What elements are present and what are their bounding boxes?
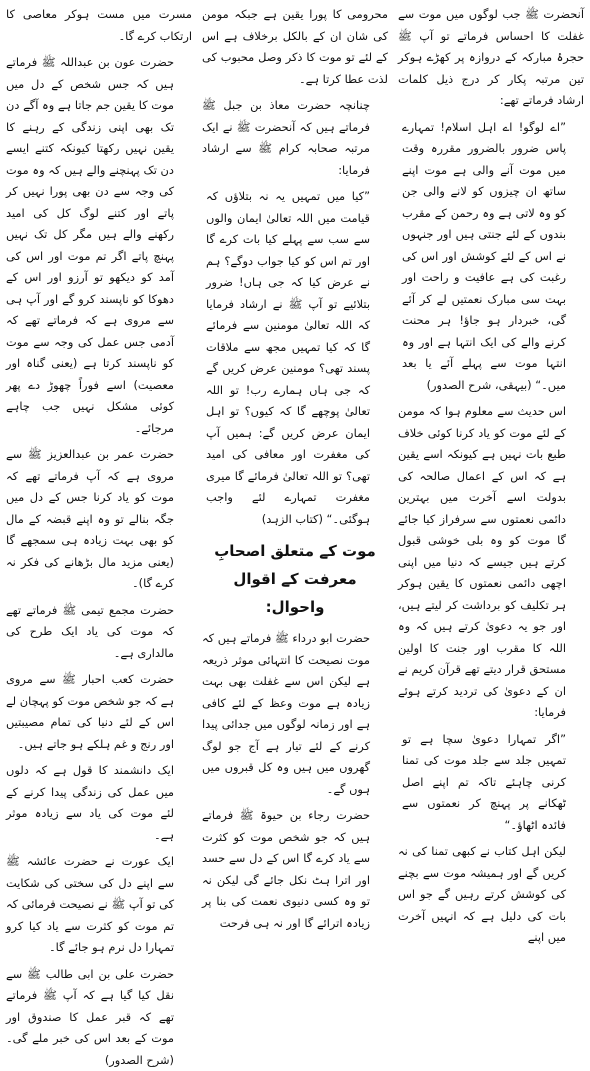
hadith-quote: ”اگر تمہارا دعویٰ سچا ہے تو تمہیں جلد سے جلد موت کی تمنا کرنی چاہئے تاکہ تم اپنے اصل ٹھکانے پر پہنچ کر نعمتوں سے فائدہ اٹھاؤ۔“ (398, 729, 584, 837)
text-paragraph: حضرت کعب احبار ﷺ سے مروی ہے کہ جو شخص موت کو پہچان لے اس کے لئے دنیا کی تمام مصیبتیں اور رنج و غم ہلکے ہو جاتے ہیں۔ (6, 669, 192, 755)
text-paragraph: ایک دانشمند کا قول ہے کہ دلوں میں عمل کی زندگی پیدا کرنے کے لئے موت کی یاد سے زیادہ موثر ہے۔ (6, 760, 192, 846)
text-paragraph: ایک عورت نے حضرت عائشہ ﷺ سے اپنے دل کی سختی کی شکایت کی تو آپ ﷺ نے نصیحت فرمائی کہ تم موت کو کثرت سے یاد کیا کرو تمہارا دل نرم ہو جائے گا۔ (6, 851, 192, 959)
text-paragraph: اس حدیث سے معلوم ہوا کہ مومن کے لئے موت کو یاد کرنا کوئی خلاف طبع بات نہیں ہے کیونکہ اسے یقین ہے کہ اس کے اعمال صالحہ کی بدولت اسے آخرت میں بہترین دائمی نعمتوں سے سرفراز کیا جائے گا موت کو وہ بلی خوشی قبول کرتے ہیں جیسے کہ دنیا میں اپنی اچھی دائمی نعمتوں کا یقین ہوکر ہر تکلیف کو برداشت کر لیتے ہیں، اور جو یہ دعویٰ کرتے ہیں کہ وہ اللہ کا مقرب اور جنت کا اولین مستحق قرار دیتے تھے قرآن کریم نے ان کے دعویٰ کی تردید کرتے ہوئے فرمایا: (398, 401, 584, 724)
hadith-quote: ”کیا میں تمہیں یہ نہ بتلاؤں کہ قیامت میں اللہ تعالیٰ ایمان والوں سے سب سے پہلے کیا بات کرے گا اور تم اس کو کیا جواب دوگے؟ ہم نے عرض کیا کہ جی ہاں! ضرور بتلائیے تو آپ ﷺ نے ارشاد فرمایا کہ اللہ تعالیٰ مومنین سے فرمائے گا کہ کیا تمہیں مجھ سے ملاقات پسند تھی؟ مومنین عرض کریں گے کہ جی ہاں ہمارے رب! تو اللہ تعالیٰ پوچھے گا کہ کیوں؟ تو اہل ایمان عرض کریں گے: ہمیں آپ کی مغفرت اور معافی کی امید تھی؟ تو اللہ تعالیٰ فرمائے گا میری مغفرت تمہارے لئے واجب ہوگئی۔“ (کتاب الزہد) (202, 186, 388, 530)
text-paragraph: آنحضرت ﷺ جب لوگوں میں موت سے غفلت کا احساس فرماتے تو آپ ﷺ حجرۂ مبارکہ کے دروازہ پر کھڑے ہوکر تین مرتبہ پکار کر درج ذیل کلمات ارشاد فرماتے تھے: (398, 4, 584, 112)
text-paragraph: حضرت رجاء بن حیوۃ ﷺ فرماتے ہیں کہ جو شخص موت کو کثرت سے یاد کرے گا اس کے دل سے حسد اور اترا ہٹ نکل جائے گی لیکن نہ تو وہ کسی دنیوی نعمت کی بنا پر زیادہ اترائے گا اور نہ ہی فرحت (202, 805, 388, 934)
column-right (398, 4, 584, 806)
text-paragraph: مسرت میں مست ہوکر معاصی کا ارتکاب کرے گا۔ (6, 4, 192, 47)
text-paragraph: محرومی کا پورا یقین ہے جبکہ مومن کی شان ان کے بالکل برخلاف ہے اس کے لئے تو موت کا ذکر وصل محبوب کی لذت عطا کرتا ہے۔ (202, 4, 388, 90)
column-middle (202, 4, 388, 806)
text-paragraph: حضرت ابو درداء ﷺ فرماتے ہیں کہ موت نصیحت کا انتہائی موثر ذریعہ ہے لیکن اس سے غفلت بھی بہت زیادہ ہے موت وعظ کے لئے کافی ہے اور زمانہ لوگوں میں جدائی پیدا کرنے کے لئے تیار ہے آج جو لوگ گھروں میں ہیں وہ کل قبروں میں ہوں گے۔ (202, 628, 388, 800)
column-left (6, 4, 192, 806)
text-paragraph: حضرت مجمع تیمی ﷺ فرماتے تھے کہ موت کی یاد ایک طرح کی مالداری ہے۔ (6, 600, 192, 665)
text-paragraph: حضرت عمر بن عبدالعزیز ﷺ سے مروی ہے کہ آپ فرماتے تھے کہ موت کو یاد کرنا جس کے دل میں جگہ بنالے تو وہ اپنے قبضہ کے مال کو بھی بہت زیادہ ہی سمجھے گا (یعنی مزید مال بڑھانے کی فکر نہ کرے گا)۔ (6, 444, 192, 595)
text-paragraph: چنانچہ حضرت معاذ بن جبل ﷺ فرماتے ہیں کہ آنحضرت ﷺ نے ایک مرتبہ صحابہ کرام ﷺ سے ارشاد فرمایا: (202, 95, 388, 181)
hadith-quote: ”اے لوگو! اے اہل اسلام! تمہارے پاس ضرور بالضرور مقررہ وقت میں موت آنے والی ہے موت اپنے ساتھ ان چیزوں کو لانے والی جن کو وہ لاتی ہے وہ رحمن کے مقرب بندوں کے لئے جنتی ہیں اور جنہوں نے اس کے لئے کوشش اور اس کی رغبت کی ہے عافیت و راحت اور بہت سی مبارک نعمتیں لے کر آئے گی، خبردار ہو جاؤ! ہر محنت کرنے والے کی ایک انتہا ہے اور وہ انتہا موت سے پہلے آئے یا بعد میں۔“ (بیہقی، شرح الصدور) (398, 117, 584, 397)
section-heading: موت کے متعلق اصحابِ معرفت کے اقوال واحوال: (202, 537, 388, 621)
text-paragraph: حضرت علی بن ابی طالب ﷺ سے نقل کیا گیا ہے کہ آپ ﷺ فرماتے تھے کہ قبر عمل کا صندوق اور موت کے بعد اس کی خبر ملے گی۔ (شرح الصدور) (6, 964, 192, 1071)
book-page (6, 4, 584, 806)
text-paragraph: لیکن اہل کتاب نے کبھی تمنا کی نہ کریں گے اور ہمیشہ موت سے بچنے کی کوشش کرتے رہیں گے جو اس بات کی دلیل ہے کہ انہیں آخرت میں اپنے (398, 841, 584, 949)
text-paragraph: حضرت عون بن عبداللہ ﷺ فرماتے ہیں کہ جس شخص کے دل میں موت کا یقین جم جاتا ہے وہ آگے دن تک بھی اپنی زندگی کے رہنے کا یقین نہیں رکھتا کیونکہ کتنے ایسے دن تک پہنچنے والے ہیں کہ وہ موت کی وجہ سے دن بھی پورا نہیں کر پاتے اور کتنے لوگ کل کی امید رکھنے والے ہیں مگر کل تک نہیں پہنچ پاتے اگر تم موت اور اس کی آمد کو دیکھو تو آرزو اور اس کے دھوکا کو ناپسند کرو گے اور آپ ہی سے مروی ہے کہ فرماتے تھے کہ آدمی جس عمل کی وجہ سے موت کو ناپسند کرتا ہے (یعنی گناہ اور معصیت) اسے فوراً چھوڑ دے پھر کوئی مشکل نہیں جب چاہے مرجائے۔ (6, 52, 192, 439)
